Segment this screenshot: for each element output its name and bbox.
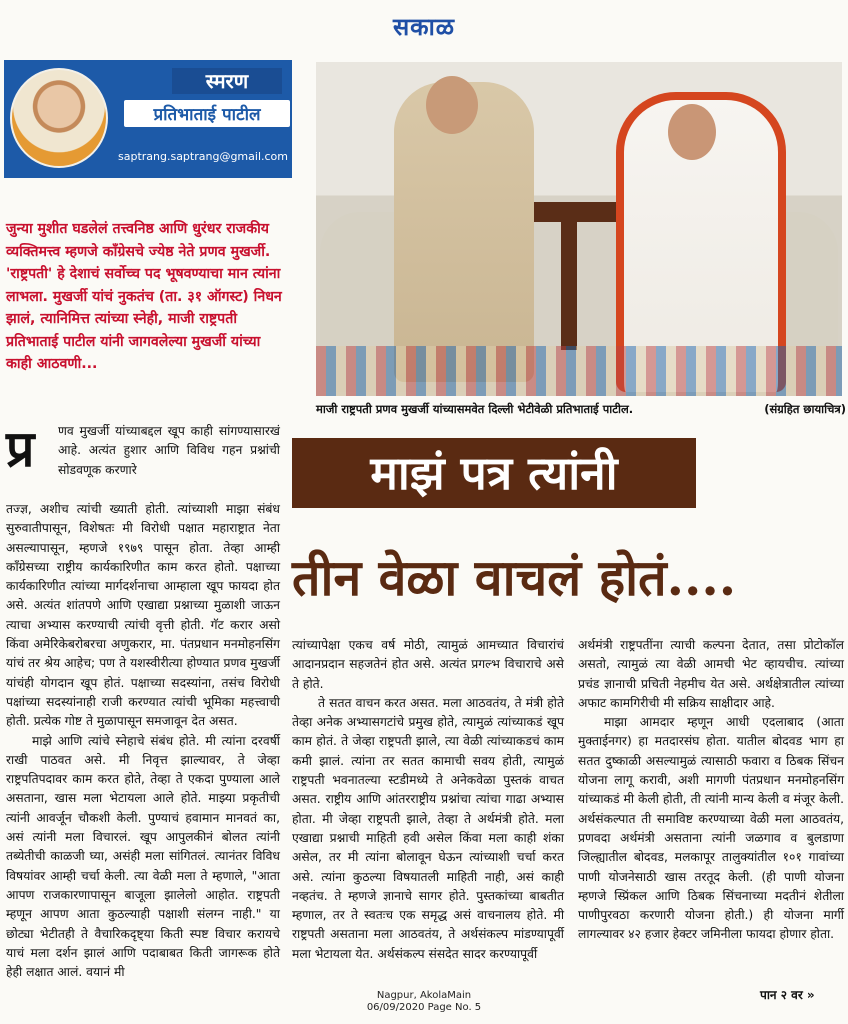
author-portrait bbox=[10, 68, 108, 168]
author-name: प्रतिभाताई पाटील bbox=[124, 100, 290, 127]
paragraph: अर्थमंत्री राष्ट्रपतींना त्याची कल्पना देतात, तसा प्रोटोकॉल असतो, त्यामुळं त्या वेळी आमची भेट व्हायचीच. त्यांच्या प्रचंड ज्ञानाची प्रचिती नेहमीच येत असे. अर्थक्षेत्रातील त्यांच्या अफाट कामगिरीची मी सक्रिय साक्षीदार आहे. bbox=[578, 638, 844, 710]
date-page-label: 06/09/2020 Page No. 5 bbox=[366, 1002, 482, 1013]
article-photo bbox=[316, 62, 842, 396]
continued-on-page-link[interactable]: पान २ वर » bbox=[760, 988, 815, 1002]
article-column-3 bbox=[578, 636, 844, 945]
photo-caption-row bbox=[316, 402, 846, 417]
author-email[interactable]: saptrang.saptrang@gmail.com bbox=[117, 150, 288, 163]
photo-credit: (संग्रहित छायाचित्र) bbox=[764, 402, 846, 416]
article-opening: णव मुखर्जी यांच्याबद्दल खूप काही सांगण्यासारखं आहे. अत्यंत हुशार आणि विविध गहन प्रश्नांची सोडवणूक करणारे bbox=[58, 424, 280, 477]
paragraph: त्यांच्यापेक्षा एकच वर्ष मोठी, त्यामुळं आमच्यात विचारांचं आदानप्रदान सहजतेनं होत असे. अत्यंत प्रगल्भ विचाराचे असे ते होते. bbox=[292, 638, 564, 691]
article-column-1 bbox=[6, 500, 280, 982]
column-tag: स्मरण bbox=[172, 68, 282, 94]
man-head bbox=[426, 76, 478, 134]
edition-label: Nagpur, AkolaMain bbox=[376, 990, 472, 1001]
headline-line-1: माझं पत्र त्यांनी bbox=[292, 438, 696, 508]
side-table-leg bbox=[561, 220, 577, 350]
woman-head bbox=[668, 104, 716, 160]
paragraph: माझे आणि त्यांचे स्नेहाचे संबंध होते. मी त्यांना दरवर्षी राखी पाठवत असे. मी निवृत्त झाल्यावर, ते जेव्हा राष्ट्रपतिपदावर काम करत होते, तेव्हा ते एकदा पुण्याला आले असताना, खास मला भेटायला आले होते. माझ्या प्रकृतीची त्यांनी आवर्जून चौकशी केली. पुण्याचं हवामान मानवतं का, असं त्यांनी मला विचारलं. खूप आपुलकीनं बोलत त्यांनी तब्येतीची काळजी घ्या, असंही मला सांगितलं. त्यानंतर विविध विषयांवर आम्ही चर्चा केली. त्या वेळी मला ते म्हणाले, "आता आपण राजकारणापासून बाजूला झालेलो आहोत. राष्ट्रपती म्हणून आपण आता कुठल्याही पक्षाशी संलग्न नाही." या छोट्या भेटीतही ते वैचारिकदृष्ट्या किती स्पष्ट विचार करायचे याचं मला दर्शन झालं आणि पदाबाबत किती जागरूक होते हेही लक्षात आलं. वयानं मी bbox=[6, 733, 280, 980]
headline-line-2: तीन वेळा वाचलं होतं.... bbox=[292, 548, 737, 607]
paragraph: तज्ज्ञ, अशीच त्यांची ख्याती होती. त्यांच्याशी माझा संबंध सुरुवातीपासून, विशेषतः मी विरोधी पक्षात महाराष्ट्रात नेता असल्यापासून, म्हणजे १९७९ पासून होता. तेव्हा आम्ही काँग्रेसच्या राष्ट्रीय कार्यकारिणीत काम करत होतो. पक्षाच्या कार्यकारिणीत त्यांच्या मार्गदर्शनाचा आम्हाला खूप फायदा होत असे. अत्यंत शांतपणे आणि एखाद्या प्रश्नाच्या मुळाशी जाऊन त्याचा अभ्यास करण्याची त्यांची वृत्ती होती. गॅट करार असो किंवा अमेरिकेबरोबरचा अणुकरार, मा. पंतप्रधान मनमोहनसिंग यांचं तर श्रेय आहेच; पण ते यशस्वीरीत्या होण्यात प्रणव मुखर्जी यांचंही योगदान खूप होतं. पक्षाच्या सदस्यांना, तसंच विरोधी पक्षांच्या सदस्यांनाही राजी करण्यात त्यांची भूमिका महत्त्वाची होती. प्रत्येक गोष्ट ते मुळापासून समजावून देत असत. bbox=[6, 502, 280, 729]
page-info bbox=[0, 990, 848, 1014]
photo-caption: माजी राष्ट्रपती प्रणव मुखर्जी यांच्यासमवेत दिल्ली भेटीवेळी प्रतिभाताई पाटील. bbox=[316, 402, 634, 416]
drop-cap: प्र bbox=[6, 419, 35, 478]
paragraph: ते सतत वाचन करत असत. मला आठवतंय, ते मंत्री होते तेव्हा अनेक अभ्यासगटांचे प्रमुख होते, त्यामुळं त्यांच्याकडं खूप काम होतं. ते जेव्हा राष्ट्रपती झाले, त्या वेळी त्यांच्याकडचं काम कमी झालं. त्यांना तर सतत कामाची सवय होती, त्यामुळं राष्ट्रपती भवनातल्या स्टडीमध्ये ते अनेकवेळा पुस्तकं वाचत असत. राष्ट्रीय आणि आंतरराष्ट्रीय प्रश्नांचा त्यांचा गाढा अभ्यास होता. मी जेव्हा राष्ट्रपती झाले, तेव्हा ते अर्थमंत्री होते. मला एखाद्या प्रश्नाची माहिती हवी असेल किंवा मला काही शंका असेल, तर मी त्यांना बोलावून घेऊन त्यांच्याशी चर्चा करत असे. त्यांना कुठल्या विषयातली माहिती नाही, असं काही नव्हतंच. ते म्हणजे ज्ञानाचे सागर होते. पुस्तकांच्या बाबतीत म्हणाल, तर ते स्वतःच एक समृद्ध असं वाचनालय होते. मी राष्ट्रपती असताना मला आठवतंय, ते अर्थसंकल्प मांडण्यापूर्वी मला भेटायला येत. अर्थसंकल्प संसदेत सादर करण्यापूर्वी bbox=[292, 695, 564, 961]
newspaper-masthead: सकाळ bbox=[392, 12, 456, 41]
article-column-2 bbox=[292, 636, 564, 964]
paragraph: माझा आमदार म्हणून आधी एदलाबाद (आता मुक्ताईनगर) हा मतदारसंघ होता. यातील बोदवड भाग हा सतत दुष्काळी असल्यामुळं त्यासाठी फवारा व ठिबक सिंचन योजना लागू करावी, अशी मागणी पंतप्रधान मनमोहनसिंग यांच्याकडं मी केली होती, ती त्यांनी मान्य केली व मंजूर केली. अर्थसंकल्पात ती समाविष्ट करण्याच्या वेळी मला आठवतंय, प्रणवदा अर्थमंत्री असताना त्यांनी जळगाव व बुलडाणा जिल्ह्यातील बोदवड, मलकापूर तालुक्यांतील १०१ गावांच्या पाणी योजनेसाठी खास तरतूद केली. (ही पाणी योजना म्हणजे स्प्रिंकल आणि ठिबक सिंचनाच्या मदतीनं शेतीला पाणीपुरवठा करणारी योजना होती.) ही योजना मार्गी लागल्यावर ४२ हजार हेक्टर जमिनीला फायदा होणार होता. bbox=[578, 715, 844, 942]
intro-blurb: जुन्या मुशीत घडलेलं तत्त्वनिष्ठ आणि धुरंधर राजकीय व्यक्तिमत्त्व म्हणजे काँग्रेसचे ज्येष्ठ नेते प्रणव मुखर्जी. 'राष्ट्रपती' हे देशाचं सर्वोच्च पद भूषवण्याचा मान त्यांना लाभला. मुखर्जी यांचं नुकतंच (ता. ३१ ऑगस्ट) निधन झालं, त्यानिमित्त त्यांच्या स्नेही, माजी राष्ट्रपती प्रतिभाताई पाटील यांनी जागवलेल्या मुखर्जी यांच्या काही आठवणी... bbox=[6, 221, 282, 372]
carpet bbox=[316, 346, 842, 396]
column-header-box bbox=[4, 60, 292, 178]
